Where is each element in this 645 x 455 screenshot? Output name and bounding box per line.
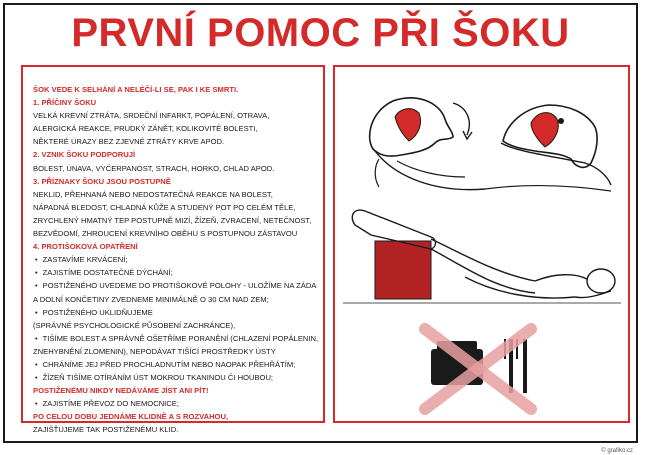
measure-item: • ZASTAVÍME KRVÁCENÍ;: [33, 253, 317, 266]
symptoms-line: NÁPADNÁ BLEDOST, CHLADNÁ KŮŽE A STUDENÝ POT PO CELÉM TĚLE,: [33, 202, 296, 212]
calm-heading: PO CELOU DOBU JEDNÁME KLIDNĚ A S ROZVAHOU,: [33, 412, 229, 422]
copyright-footer: © grafiko.cz: [601, 448, 633, 454]
intro-text: ŠOK VEDE K SELHÁNÍ A NELÉČÍ-LI SE, PAK I KE SMRTI.: [33, 85, 239, 94]
measure-item: • POSTIŽENÉHO UVEDEME DO PROTIŠOKOVÉ POLOHY - ULOŽÍME NA ZÁDA: [33, 279, 317, 292]
causes-line: NĚKTERÉ ÚRAZY BEZ ZJEVNÉ ZTRÁTY KRVE APOD.: [33, 137, 225, 147]
symptoms-line: NEKLID, PŘEHNANÁ NEBO NEDOSTATEČNÁ REAKCE NA BOLEST,: [33, 189, 273, 199]
symptoms-line: BEZVĚDOMÍ, ZHROUCENÍ KREVNÍHO OBĚHU S POSTUPNOU ZÁSTAVOU: [33, 229, 298, 239]
section-heading-causes: 1. PŘÍČINY ŠOKU: [33, 98, 97, 108]
section-heading-symptoms: 3. PŘÍZNAKY ŠOKU JSOU POSTUPNĚ: [33, 176, 171, 186]
measure-item: • ZAJISTÍME DOSTATEČNÉ DÝCHÁNÍ;: [33, 266, 317, 279]
measure-item: • ŽÍZEŇ TIŠÍME OTÍRÁNÍM ÚST MOKROU TKANINOU ČI HOUBOU;: [33, 371, 317, 384]
symptoms-line: ZRYCHLENÝ HMATNÝ TEP POSTUPNĚ MIZÍ, ŽÍZEŇ, ZVRACENÍ, NETEČNOST,: [33, 215, 312, 225]
text-content: [33, 83, 317, 437]
illustration-panel: [333, 65, 630, 423]
shock-position-legs-raised-icon: [343, 210, 621, 303]
text-panel: [21, 65, 325, 435]
page-title: PRVNÍ POMOC PŘI ŠOKU: [71, 11, 570, 55]
sign-frame: [3, 3, 638, 443]
never-heading: POSTIŽENÉMU NIKDY NEDÁVÁME JÍST ANI PÍT!: [33, 386, 209, 396]
illustrations: [335, 67, 628, 421]
causes-line: VELKÁ KREVNÍ ZTRÁTA, SRDEČNÍ INFARKT, POPÁLENÍ, OTRAVA,: [33, 111, 270, 121]
measure-item: • TIŠÍME BOLEST A SPRÁVNĚ OŠETŘÍME PORANĚNÍ (CHLAZENÍ POPÁLENIN,: [33, 332, 317, 345]
measure-item: • POSTIŽENÉHO UKLIDŇUJEME: [33, 306, 317, 319]
measure-item-continuation: ZNEHYBNĚNÍ ZLOMENIN), NEPODÁVAT TIŠÍCÍ PROSTŘEDKY ÚSTY: [33, 346, 276, 356]
measure-item-continuation: A DOLNÍ KONČETINY ZVEDNEME MINIMÁLNĚ O 30 CM NAD ZEM;: [33, 294, 269, 304]
causes-line: ALERGICKÁ REAKCE, PRUDKÝ ZÁNĚT, KOLIKOVITÉ BOLESTI,: [33, 124, 258, 134]
section-heading-triggers: 2. VZNIK ŠOKU PODPORUJÍ: [33, 150, 136, 160]
never-item: • ZAJISTÍME PŘEVOZ DO NEMOCNICE;: [33, 397, 317, 410]
measure-item: • CHRÁNÍME JEJ PŘED PROCHLADNUTÍM NEBO NAOPAK PŘEHŘÁTÍM;: [33, 358, 317, 371]
section-heading-measures: 4. PROTIŠOKOVÁ OPATŘENÍ: [33, 242, 138, 252]
head-tilt-airway-icon: [370, 98, 611, 191]
calm-line: ZAJIŠŤUJEME TAK POSTIŽENÉMU KLID.: [33, 425, 179, 435]
triggers-line: BOLEST, ÚNAVA, VYČERPANOST, STRACH, HORKO, CHLAD APOD.: [33, 163, 275, 173]
measure-item-continuation: (SPRÁVNÉ PSYCHOLOGICKÉ PŮSOBENÍ ZACHRÁNCE),: [33, 320, 236, 330]
no-eating-drinking-icon: [425, 329, 531, 409]
